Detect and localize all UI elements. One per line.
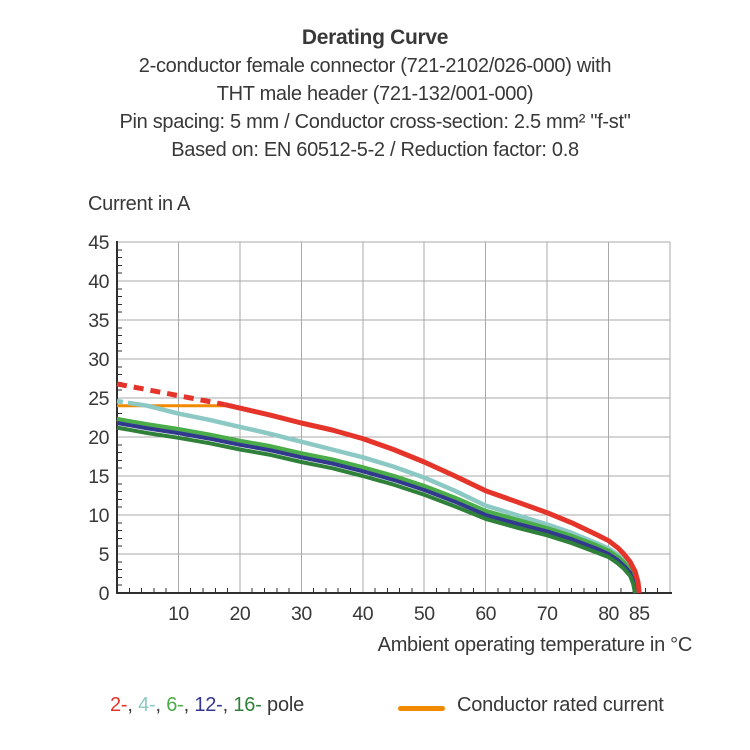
x-tick-label: 60 [475,603,497,625]
legend-separator: , [183,694,195,716]
x-tick-label: 20 [229,603,251,625]
subtitle-pin-spacing: Pin spacing: 5 mm / Conductor cross-section: 2.5 mm² "f-st" [119,111,631,133]
y-tick-label: 10 [88,505,109,527]
x-tick-label: 85 [628,603,650,625]
legend-rated-label: Conductor rated current [457,694,664,716]
legend-pole-6: 6- [166,694,184,716]
curves [117,384,639,593]
subtitle-connector: 2-conductor female connector (721-2102/026-000) with [138,55,612,77]
x-tick-label: 70 [536,603,558,625]
subtitle-header: THT male header (721-132/001-000) [216,83,534,105]
x-tick-label: 10 [168,603,189,625]
series-4-pole [132,404,636,594]
x-tick-label: 40 [352,603,374,625]
legend-separator: , [155,694,167,716]
series-4-pole-above-rated-current- [117,401,132,403]
legend-separator: pole [261,694,305,716]
x-tick-label: 80 [598,603,619,625]
y-tick-label: 30 [88,349,109,371]
x-axis-title: Ambient operating temperature in °C [377,634,692,656]
rated-current-line-swatch [398,706,445,711]
y-tick-label: 25 [88,388,109,410]
legend-pole-16: 16- [233,694,262,716]
chart-title: Derating Curve [301,26,449,49]
x-tick-label: 30 [290,603,312,625]
legend-separator: , [222,694,234,716]
y-tick-label: 15 [88,466,109,488]
legend-pole-2: 2- [110,694,128,716]
y-tick-label: 20 [88,427,109,449]
legend-poles [110,694,304,717]
y-axis-title: Current in A [88,193,191,215]
series-12-pole [117,423,636,593]
legend-pole-12: 12- [194,694,223,716]
y-tick-label: 0 [98,583,109,605]
y-tick-label: 5 [98,544,109,566]
legend-separator: , [127,694,139,716]
x-tick-label: 50 [413,603,435,625]
legend-pole-4: 4- [138,694,156,716]
subtitle-standard: Based on: EN 60512-5-2 / Reduction factor: 0.8 [171,139,579,161]
y-tick-label: 45 [88,232,109,254]
series-16-pole [117,428,635,593]
y-tick-label: 40 [88,271,109,293]
y-tick-label: 35 [88,310,109,332]
